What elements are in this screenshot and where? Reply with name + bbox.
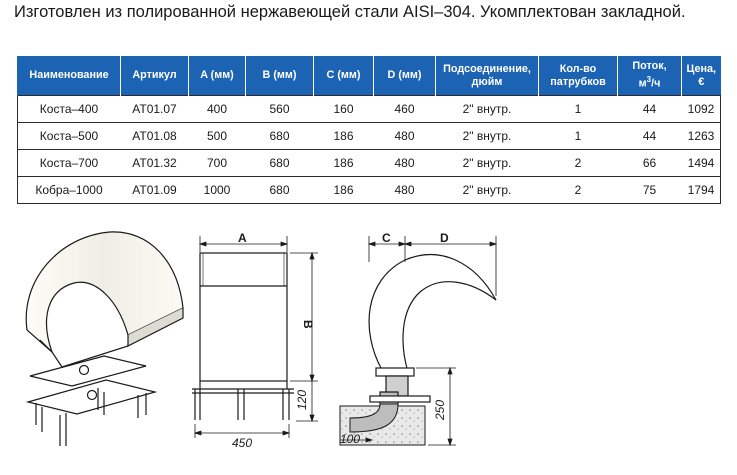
header-a: A (мм): [189, 56, 246, 96]
dim-c-label: C: [382, 231, 391, 245]
table-cell: AT01.09: [121, 177, 189, 204]
header-flow-post: /ч: [651, 77, 661, 90]
table-cell: 480: [374, 177, 436, 204]
dim-a-label: A: [238, 231, 247, 245]
header-d: D (мм): [374, 56, 436, 96]
table-cell: 560: [246, 96, 314, 123]
table-cell: 44: [618, 123, 682, 150]
dim-120-label: 120: [295, 389, 309, 410]
table-cell: 700: [189, 150, 246, 177]
table-cell: 2" внутр.: [436, 96, 539, 123]
isometric-view: [26, 232, 183, 446]
table-cell: 680: [246, 177, 314, 204]
table-cell: Коста–400: [18, 96, 121, 123]
dim-450-label: 450: [232, 436, 253, 450]
table-cell: 44: [618, 96, 682, 123]
table-cell: AT01.32: [121, 150, 189, 177]
header-flow-unit: м: [638, 77, 647, 90]
header-flow-label: Поток,: [632, 60, 667, 73]
dim-b-label: B: [301, 320, 315, 329]
table-cell: 75: [618, 177, 682, 204]
dim-d-label: D: [440, 231, 449, 245]
table-cell: Коста–700: [18, 150, 121, 177]
table-cell: 1494: [682, 150, 721, 177]
table-cell: 2" внутр.: [436, 177, 539, 204]
table-cell: 680: [246, 123, 314, 150]
table-cell: 2: [539, 177, 618, 204]
dim-100-label: 100: [340, 432, 361, 446]
table-cell: 2: [539, 150, 618, 177]
table-cell: 186: [314, 150, 374, 177]
header-c: C (мм): [314, 56, 374, 96]
table-cell: Кобра–1000: [18, 177, 121, 204]
table-cell: 186: [314, 177, 374, 204]
header-b: B (мм): [246, 56, 314, 96]
header-flow-sup: 3: [646, 75, 652, 85]
table-cell: 1092: [682, 96, 721, 123]
header-connection: Подсоединение, дюйм: [436, 56, 539, 96]
side-view: [350, 255, 496, 432]
table-cell: 500: [189, 123, 246, 150]
table-cell: 2" внутр.: [436, 123, 539, 150]
header-nozzles: Кол-во патрубков: [539, 56, 618, 96]
table-cell: 160: [314, 96, 374, 123]
table-cell: 1000: [189, 177, 246, 204]
front-view: [192, 253, 294, 420]
table-cell: Коста–500: [18, 123, 121, 150]
table-cell: 480: [374, 123, 436, 150]
table-cell: 1: [539, 123, 618, 150]
header-article: Артикул: [121, 56, 189, 96]
table-cell: 66: [618, 150, 682, 177]
table-cell: AT01.07: [121, 96, 189, 123]
table-cell: 460: [374, 96, 436, 123]
header-price: Цена, €: [682, 56, 721, 96]
table-cell: 186: [314, 123, 374, 150]
table-cell: 680: [246, 150, 314, 177]
page-headline: Изготовлен из полированной нержавеющей стали AISI–304. Укомплектован закладной.: [14, 3, 686, 21]
table-cell: 1263: [682, 123, 721, 150]
dim-250-label: 250: [433, 399, 447, 420]
table-cell: 1794: [682, 177, 721, 204]
table-cell: AT01.08: [121, 123, 189, 150]
header-name: Наименование: [18, 56, 121, 96]
table-cell: 1: [539, 96, 618, 123]
table-cell: 2" внутр.: [436, 150, 539, 177]
table-cell: 400: [189, 96, 246, 123]
table-cell: 480: [374, 150, 436, 177]
